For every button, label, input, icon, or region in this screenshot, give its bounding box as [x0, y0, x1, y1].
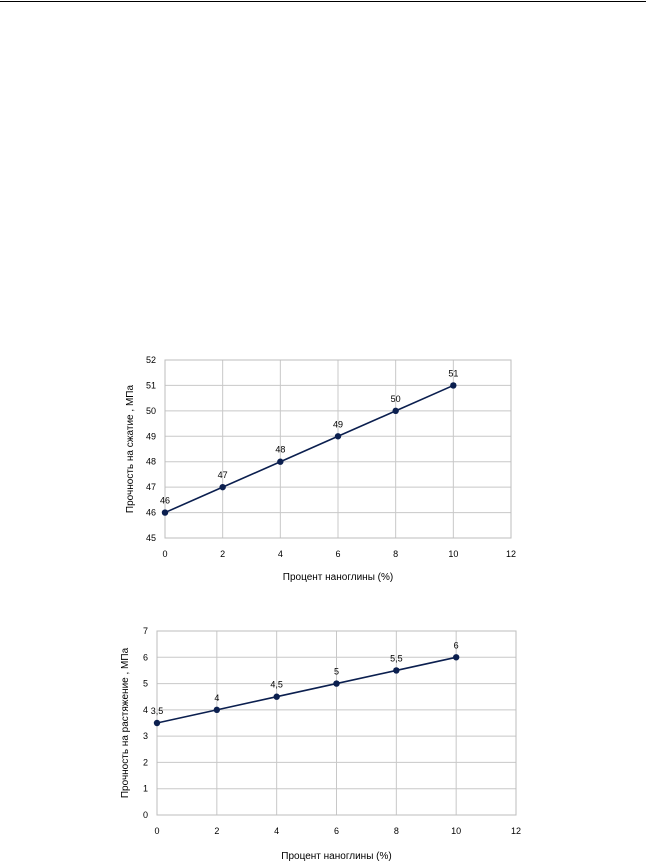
data-point	[162, 509, 168, 515]
x-axis-title: Процент наноглины (%)	[282, 572, 394, 583]
data-label: 50	[390, 393, 401, 404]
y-tick-label: 6	[142, 652, 148, 663]
x-tick-label: 4	[274, 826, 280, 836]
y-tick-label: 4	[142, 704, 148, 715]
y-tick-label: 51	[145, 380, 156, 391]
y-tick-label: 52	[145, 355, 156, 365]
x-tick-label: 0	[154, 826, 160, 836]
data-point	[214, 707, 220, 713]
data-label: 4	[214, 692, 220, 703]
data-label: 3,5	[150, 706, 164, 716]
y-tick-label: 2	[142, 757, 148, 768]
data-label: 4,5	[270, 679, 283, 690]
x-tick-label: 8	[393, 549, 399, 559]
data-point	[277, 459, 283, 465]
data-point	[335, 433, 341, 439]
x-tick-label: 12	[510, 826, 522, 836]
y-tick-label: 7	[142, 626, 148, 636]
x-tick-label: 10	[451, 826, 462, 836]
x-tick-label: 2	[214, 826, 220, 836]
x-tick-label: 6	[333, 826, 340, 836]
chart-2	[120, 626, 521, 862]
data-point	[154, 720, 160, 726]
chart-1	[125, 355, 516, 583]
data-label: 6	[453, 640, 459, 651]
y-tick-label: 1	[142, 783, 148, 794]
y-axis-title: Прочность на растяжение , МПа	[120, 647, 131, 799]
data-point	[219, 484, 225, 490]
y-tick-label: 49	[145, 431, 156, 442]
y-tick-label: 45	[145, 533, 156, 543]
data-point	[392, 408, 398, 414]
y-axis-title: Прочность на сжатие , МПа	[125, 384, 136, 514]
data-label: 46	[159, 495, 171, 506]
data-point	[393, 667, 399, 673]
series-line	[157, 657, 456, 723]
y-tick-label: 48	[145, 456, 156, 467]
x-tick-label: 8	[393, 826, 399, 836]
x-tick-label: 6	[335, 549, 341, 559]
x-axis-title: Процент наноглины (%)	[281, 851, 392, 862]
y-tick-label: 46	[145, 507, 156, 518]
data-point	[453, 654, 459, 660]
data-label: 5	[333, 666, 340, 677]
data-label: 51	[448, 368, 459, 379]
series-line	[165, 385, 453, 512]
y-tick-label: 5	[142, 678, 148, 689]
data-point	[333, 680, 339, 686]
y-tick-label: 47	[145, 482, 156, 493]
data-label: 5,5	[390, 653, 403, 664]
x-tick-label: 12	[505, 549, 517, 559]
y-tick-label: 3	[142, 731, 148, 742]
data-label: 49	[332, 419, 344, 430]
data-point	[273, 694, 279, 700]
data-label: 48	[275, 444, 286, 455]
x-tick-label: 0	[162, 549, 168, 559]
y-tick-label: 50	[145, 405, 156, 416]
data-point	[450, 382, 456, 388]
x-tick-label: 2	[220, 549, 226, 559]
y-tick-label: 0	[142, 810, 148, 820]
data-label: 47	[217, 470, 228, 481]
x-tick-label: 10	[448, 549, 459, 559]
x-tick-label: 4	[277, 549, 283, 559]
